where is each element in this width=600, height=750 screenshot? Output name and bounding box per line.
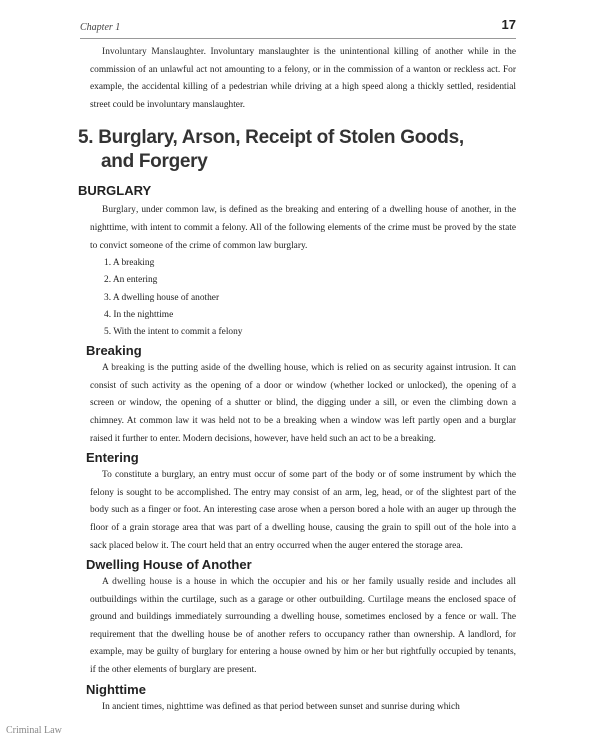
burglary-heading: BURGLARY — [78, 183, 152, 199]
section-title-line2: and Forgery — [101, 151, 208, 173]
dwelling-text1: is a house in which the occupier and his or her family usually reside and includes all outbuildings within the curtilage, such as a garage or other outbuilding. — [90, 577, 516, 605]
page-content — [78, 44, 516, 716]
burglary-term: Burglary — [102, 205, 136, 216]
nighttime-pre: In ancient times, — [102, 701, 167, 712]
entering-paragraph: To constitute a burglary, an entry must occur of some part of the body or of some instrument by which the felony is sought to be accomplished. The entry may consist of an arm, leg, head, or of the slightest part of the body such as a finger or foot. An interesting case arose when a person bored a hole with an auger up through the floor of a grain storage area that was part of a dwelling house, causing the grain to spill out of the hole into a sack placed below it. The court held that an entry occurred when the auger entered the storage area. — [90, 470, 516, 551]
dwelling-heading: Dwelling House of Another — [86, 557, 252, 573]
list-item: 2. An entering — [104, 275, 158, 286]
list-item: 3. A dwelling house of another — [104, 292, 220, 303]
entering-heading: Entering — [86, 450, 139, 466]
intro-text: Involuntary manslaughter is the unintentional killing of another while in the commission of an unlawful act not amounting to a felony, or in the commission of a wanton or reckless act. For example, the accidental killing of a pedestrian while driving at a high speed along a thickly settled, residential street could be involuntary manslaughter. — [90, 47, 516, 110]
section-title-line1: 5. Burglary, Arson, Receipt of Stolen Goods, — [78, 127, 464, 149]
nighttime-text: was defined as that period between sunset and sunrise during which — [203, 701, 460, 712]
dwelling-term: dwelling house — [112, 577, 173, 588]
page-number: 17 — [501, 17, 516, 32]
chapter-label: Chapter 1 — [80, 22, 121, 33]
nighttime-paragraph — [90, 699, 516, 717]
burglary-paragraph — [90, 202, 516, 255]
nighttime-term: nighttime — [166, 701, 204, 712]
list-item: 5. With the intent to commit a felony — [104, 326, 243, 337]
breaking-term: breaking — [111, 363, 145, 374]
breaking-heading: Breaking — [86, 343, 142, 359]
list-item: 1. A breaking — [104, 258, 155, 269]
page-header — [80, 16, 516, 39]
nighttime-heading: Nighttime — [86, 681, 146, 697]
breaking-pre: A — [102, 363, 112, 374]
dwelling-paragraph — [90, 574, 516, 680]
dwelling-pre: A — [102, 577, 113, 588]
intro-term: Involuntary Manslaughter. — [102, 47, 207, 57]
section-title — [78, 126, 516, 174]
breaking-paragraph — [90, 360, 516, 448]
breaking-text: is the putting aside of the dwelling house, which is relied on as security against intrusion. It can consist of such activity as the opening of a door or window (whether locked or unlocked), the opening of a screen or window, the opening of a shutter or blind, the digging under a sill, or even the climbing down a chimney. At common law it was held not to be a breaking when a window was left partly open and a burglar raised it further to enter. Modern decisions, however, have held such an act to be a breaking. — [90, 363, 516, 444]
page-footer: Criminal Law — [6, 725, 62, 736]
dwelling-text2: means the enclosed space of ground and buildings immediately surrounding a dwelling house, sometimes enclosed by a fence or wall. The requirement that the dwelling house be of another refers to occupancy rather than ownership. A landlord, for example, may be guilty of burglary for entering a house owned by him or her but rightfully occupied by tenants, if the other elements of burglary are present. — [90, 594, 516, 676]
burglary-text: , under common law, is defined as the breaking and entering of a dwelling house of another, in the nighttime, with intent to commit a felony. All of the following elements of the crime must be proved by the state to convict someone of the crime of common law burglary. — [90, 205, 516, 251]
list-item: 4. In the nighttime — [104, 309, 174, 320]
intro-paragraph — [90, 44, 516, 114]
curtilage-term: Curtilage — [368, 594, 404, 605]
burglary-elements-list — [90, 255, 516, 341]
